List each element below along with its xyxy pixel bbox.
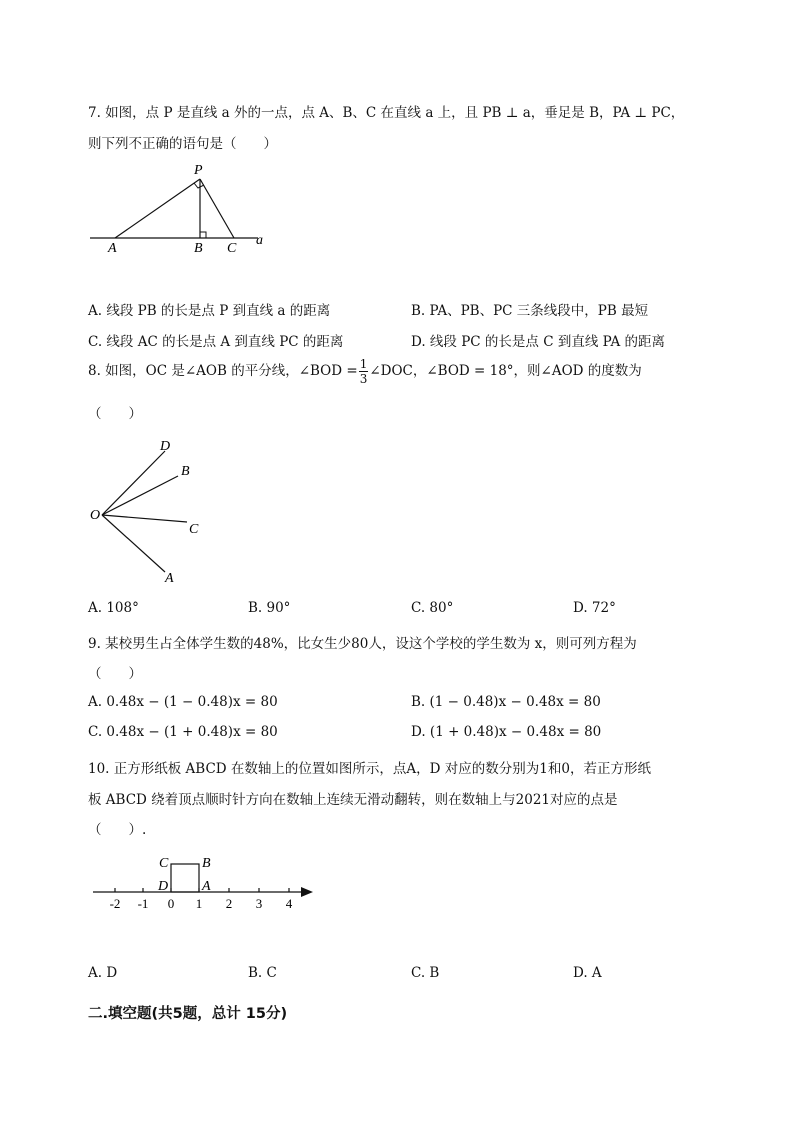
- q8-stem-line1: [88, 358, 642, 385]
- q9-option-c[interactable]: C. 0.48x − (1 + 0.48)x = 80: [88, 724, 278, 740]
- q9-option-b[interactable]: B. (1 − 0.48)x − 0.48x = 80: [411, 694, 601, 710]
- q7-option-a[interactable]: A. 线段 PB 的长是点 P 到直线 a 的距离: [88, 303, 331, 319]
- q9-paren: （ ）: [88, 666, 142, 682]
- axis-tick-label: 1: [195, 896, 203, 911]
- segment-pc: [200, 179, 234, 238]
- q7-option-c[interactable]: C. 线段 AC 的长是点 A 到直线 PC 的距离: [88, 334, 344, 350]
- axis-arrow: [301, 887, 313, 897]
- q10-option-c[interactable]: C. B: [411, 965, 440, 981]
- axis-tick-label: 3: [255, 896, 263, 911]
- q7-stem-line2: 则下列不正确的语句是（ ）: [88, 136, 277, 152]
- label-a: A: [108, 241, 117, 256]
- section-heading: 二.填空题(共5题，总计 15分): [88, 1006, 288, 1022]
- q10-paren: （ ）.: [88, 822, 147, 838]
- label-c: C: [189, 522, 199, 537]
- q10-number-line-figure: [85, 850, 325, 918]
- q8-option-c[interactable]: C. 80°: [411, 600, 454, 616]
- axis-tick-label: 0: [167, 896, 175, 911]
- q10-option-b[interactable]: B. C: [248, 965, 277, 981]
- label-d: D: [158, 879, 169, 894]
- label-line-a: a: [256, 233, 263, 248]
- axis-tick-label: 2: [225, 896, 233, 911]
- q8-fraction-numerator: 1: [359, 357, 368, 371]
- q10-option-a[interactable]: A. D: [88, 965, 118, 981]
- q8-paren: （ ）: [88, 406, 142, 422]
- q8-fraction-denominator: 3: [359, 372, 368, 386]
- right-angle-b-mark: [200, 232, 206, 238]
- q7-option-d[interactable]: D. 线段 PC 的长是点 C 到直线 PA 的距离: [411, 334, 666, 350]
- q9-stem-line1: 9. 某校男生占全体学生数的48%，比女生少80人，设这个学校的学生数为 x，则可列方程为: [88, 636, 637, 652]
- q9-option-d[interactable]: D. (1 + 0.48)x − 0.48x = 80: [411, 724, 602, 740]
- q10-stem-line2: 板 ABCD 绕着顶点顺时针方向在数轴上连续无滑动翻转，则在数轴上与2021对应的点是: [88, 792, 618, 808]
- q7-figure: [80, 158, 280, 258]
- square-abcd: [171, 864, 199, 892]
- label-b: B: [181, 464, 190, 479]
- label-b: B: [194, 241, 203, 256]
- ray-ob: [102, 476, 178, 515]
- q8-option-d[interactable]: D. 72°: [573, 600, 616, 616]
- q8-option-b[interactable]: B. 90°: [248, 600, 291, 616]
- q7-option-b[interactable]: B. PA、PB、PC 三条线段中，PB 最短: [411, 303, 649, 319]
- q10-stem-line1: 10. 正方形纸板 ABCD 在数轴上的位置如图所示，点A，D 对应的数分别为1和0，若正方形纸: [88, 761, 651, 777]
- label-c: C: [159, 856, 169, 871]
- label-p: P: [194, 163, 203, 178]
- axis-tick-label: -1: [137, 896, 149, 911]
- ray-od: [102, 451, 165, 515]
- q8-option-a[interactable]: A. 108°: [88, 600, 139, 616]
- ray-oa: [102, 515, 165, 572]
- q7-stem-line1: 7. 如图，点 P 是直线 a 外的一点，点 A、B、C 在直线 a 上，且 PB ⊥ a，垂足是 B，PA ⊥ PC，: [88, 105, 685, 121]
- label-d: D: [160, 439, 171, 454]
- label-c: C: [227, 241, 237, 256]
- q8-stem-suffix: ∠DOC，∠BOD = 18°，则∠AOD 的度数为: [369, 363, 642, 379]
- q8-figure: [85, 430, 225, 590]
- label-b: B: [202, 856, 211, 871]
- segment-pa: [115, 179, 200, 238]
- label-o: O: [90, 508, 101, 523]
- ray-oc: [102, 515, 187, 522]
- axis-tick-label: 4: [285, 896, 293, 911]
- label-a: A: [202, 879, 211, 894]
- axis-tick-label: -2: [109, 896, 121, 911]
- q9-option-a[interactable]: A. 0.48x − (1 − 0.48)x = 80: [88, 694, 278, 710]
- q8-fraction: [359, 358, 369, 385]
- q10-option-d[interactable]: D. A: [573, 965, 602, 981]
- label-a: A: [165, 571, 174, 586]
- q8-stem-prefix: 8. 如图，OC 是∠AOB 的平分线，∠BOD =: [88, 363, 358, 379]
